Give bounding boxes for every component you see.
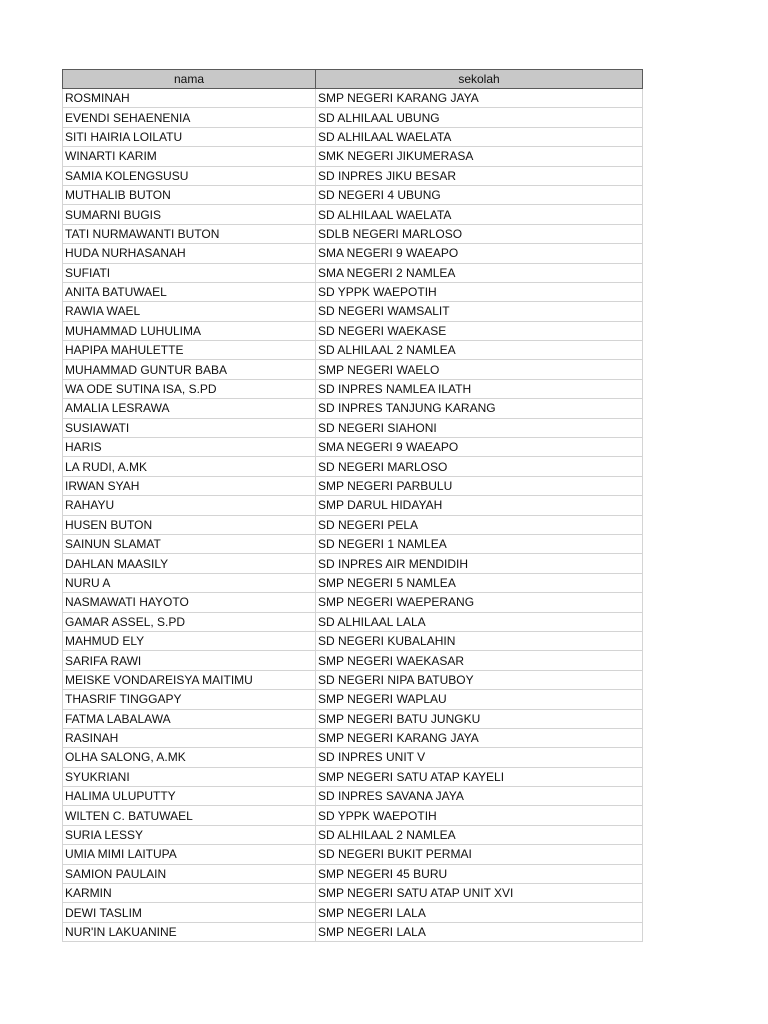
cell-nama: HAPIPA MAHULETTE bbox=[63, 341, 316, 360]
table-row bbox=[63, 224, 643, 243]
cell-sekolah: SMP NEGERI LALA bbox=[316, 903, 643, 922]
cell-sekolah: SMA NEGERI 9 WAEAPO bbox=[316, 438, 643, 457]
table-row bbox=[63, 438, 643, 457]
table-row bbox=[63, 515, 643, 534]
cell-nama: EVENDI SEHAENENIA bbox=[63, 108, 316, 127]
table-row bbox=[63, 341, 643, 360]
cell-sekolah: SD ALHILAAL WAELATA bbox=[316, 205, 643, 224]
cell-sekolah: SD ALHILAAL WAELATA bbox=[316, 127, 643, 146]
table-row bbox=[63, 282, 643, 301]
cell-sekolah: SMP NEGERI PARBULU bbox=[316, 476, 643, 495]
table-row bbox=[63, 709, 643, 728]
cell-sekolah: SMP NEGERI WAEKASAR bbox=[316, 651, 643, 670]
table-row bbox=[63, 748, 643, 767]
table-row bbox=[63, 399, 643, 418]
cell-sekolah: SMP DARUL HIDAYAH bbox=[316, 496, 643, 515]
table-row bbox=[63, 418, 643, 437]
table-row bbox=[63, 728, 643, 747]
cell-sekolah: SDLB NEGERI MARLOSO bbox=[316, 224, 643, 243]
cell-nama: TATI NURMAWANTI BUTON bbox=[63, 224, 316, 243]
table-row bbox=[63, 360, 643, 379]
cell-sekolah: SD NEGERI KUBALAHIN bbox=[316, 631, 643, 650]
cell-sekolah: SD NEGERI WAEKASE bbox=[316, 321, 643, 340]
cell-nama: THASRIF TINGGAPY bbox=[63, 690, 316, 709]
table-row bbox=[63, 108, 643, 127]
table-row bbox=[63, 670, 643, 689]
cell-sekolah: SMA NEGERI 9 WAEAPO bbox=[316, 244, 643, 263]
cell-sekolah: SD NEGERI NIPA BATUBOY bbox=[316, 670, 643, 689]
cell-sekolah: SMP NEGERI SATU ATAP UNIT XVI bbox=[316, 884, 643, 903]
cell-nama: MEISKE VONDAREISYA MAITIMU bbox=[63, 670, 316, 689]
cell-nama: SAMION PAULAIN bbox=[63, 864, 316, 883]
cell-sekolah: SD NEGERI SIAHONI bbox=[316, 418, 643, 437]
table-row bbox=[63, 457, 643, 476]
cell-sekolah: SD NEGERI 1 NAMLEA bbox=[316, 534, 643, 553]
cell-nama: ANITA BATUWAEL bbox=[63, 282, 316, 301]
table-row bbox=[63, 321, 643, 340]
cell-nama: WINARTI KARIM bbox=[63, 147, 316, 166]
table-row bbox=[63, 379, 643, 398]
cell-nama: IRWAN SYAH bbox=[63, 476, 316, 495]
table-row bbox=[63, 573, 643, 592]
table-row bbox=[63, 89, 643, 108]
cell-nama: SAMIA KOLENGSUSU bbox=[63, 166, 316, 185]
cell-sekolah: SMP NEGERI KARANG JAYA bbox=[316, 89, 643, 108]
table-row bbox=[63, 903, 643, 922]
cell-nama: MUHAMMAD GUNTUR BABA bbox=[63, 360, 316, 379]
cell-sekolah: SMP NEGERI SATU ATAP KAYELI bbox=[316, 767, 643, 786]
cell-sekolah: SD YPPK WAEPOTIH bbox=[316, 806, 643, 825]
cell-sekolah: SMP NEGERI 5 NAMLEA bbox=[316, 573, 643, 592]
table-row bbox=[63, 593, 643, 612]
cell-nama: SARIFA RAWI bbox=[63, 651, 316, 670]
cell-nama: RAHAYU bbox=[63, 496, 316, 515]
cell-sekolah: SMP NEGERI 45 BURU bbox=[316, 864, 643, 883]
cell-sekolah: SD NEGERI MARLOSO bbox=[316, 457, 643, 476]
cell-nama: HUSEN BUTON bbox=[63, 515, 316, 534]
cell-sekolah: SD NEGERI 4 UBUNG bbox=[316, 185, 643, 204]
cell-nama: WILTEN C. BATUWAEL bbox=[63, 806, 316, 825]
cell-sekolah: SD INPRES TANJUNG KARANG bbox=[316, 399, 643, 418]
table-row bbox=[63, 787, 643, 806]
cell-sekolah: SD NEGERI PELA bbox=[316, 515, 643, 534]
cell-sekolah: SD ALHILAAL LALA bbox=[316, 612, 643, 631]
cell-sekolah: SD NEGERI BUKIT PERMAI bbox=[316, 845, 643, 864]
cell-nama: MUHAMMAD LUHULIMA bbox=[63, 321, 316, 340]
cell-nama: SURIA LESSY bbox=[63, 825, 316, 844]
cell-sekolah: SMP NEGERI WAEPERANG bbox=[316, 593, 643, 612]
cell-nama: NASMAWATI HAYOTO bbox=[63, 593, 316, 612]
cell-sekolah: SD INPRES UNIT V bbox=[316, 748, 643, 767]
cell-nama: MAHMUD ELY bbox=[63, 631, 316, 650]
table-row bbox=[63, 767, 643, 786]
table-row bbox=[63, 127, 643, 146]
cell-nama: MUTHALIB BUTON bbox=[63, 185, 316, 204]
table-row bbox=[63, 651, 643, 670]
cell-sekolah: SD INPRES JIKU BESAR bbox=[316, 166, 643, 185]
column-header-sekolah: sekolah bbox=[316, 70, 643, 89]
table-row bbox=[63, 612, 643, 631]
cell-sekolah: SMA NEGERI 2 NAMLEA bbox=[316, 263, 643, 282]
cell-sekolah: SMP NEGERI WAELO bbox=[316, 360, 643, 379]
table-row bbox=[63, 263, 643, 282]
data-table bbox=[62, 69, 643, 942]
table-row bbox=[63, 845, 643, 864]
cell-nama: UMIA MIMI LAITUPA bbox=[63, 845, 316, 864]
cell-nama: SAINUN SLAMAT bbox=[63, 534, 316, 553]
cell-sekolah: SMP NEGERI WAPLAU bbox=[316, 690, 643, 709]
cell-nama: SUMARNI BUGIS bbox=[63, 205, 316, 224]
table-row bbox=[63, 496, 643, 515]
table-row bbox=[63, 825, 643, 844]
cell-nama: LA RUDI, A.MK bbox=[63, 457, 316, 476]
cell-sekolah: SD ALHILAAL UBUNG bbox=[316, 108, 643, 127]
cell-nama: WA ODE SUTINA ISA, S.PD bbox=[63, 379, 316, 398]
table-row bbox=[63, 205, 643, 224]
cell-sekolah: SMP NEGERI LALA bbox=[316, 922, 643, 941]
cell-nama: HARIS bbox=[63, 438, 316, 457]
cell-nama: ROSMINAH bbox=[63, 89, 316, 108]
table-row bbox=[63, 476, 643, 495]
cell-nama: RASINAH bbox=[63, 728, 316, 747]
table-row bbox=[63, 631, 643, 650]
table-row bbox=[63, 554, 643, 573]
cell-nama: NUR'IN LAKUANINE bbox=[63, 922, 316, 941]
cell-nama: SUSIAWATI bbox=[63, 418, 316, 437]
cell-nama: HUDA NURHASANAH bbox=[63, 244, 316, 263]
column-header-nama: nama bbox=[63, 70, 316, 89]
cell-sekolah: SD ALHILAAL 2 NAMLEA bbox=[316, 341, 643, 360]
header-row bbox=[63, 70, 643, 89]
cell-sekolah: SMP NEGERI BATU JUNGKU bbox=[316, 709, 643, 728]
cell-nama: OLHA SALONG, A.MK bbox=[63, 748, 316, 767]
table-row bbox=[63, 166, 643, 185]
cell-sekolah: SMP NEGERI KARANG JAYA bbox=[316, 728, 643, 747]
cell-sekolah: SD INPRES AIR MENDIDIH bbox=[316, 554, 643, 573]
cell-nama: NURU A bbox=[63, 573, 316, 592]
table-row bbox=[63, 806, 643, 825]
cell-sekolah: SD INPRES SAVANA JAYA bbox=[316, 787, 643, 806]
table-row bbox=[63, 690, 643, 709]
cell-sekolah: SMK NEGERI JIKUMERASA bbox=[316, 147, 643, 166]
table-row bbox=[63, 302, 643, 321]
table-row bbox=[63, 244, 643, 263]
cell-nama: KARMIN bbox=[63, 884, 316, 903]
cell-sekolah: SD YPPK WAEPOTIH bbox=[316, 282, 643, 301]
table-row bbox=[63, 147, 643, 166]
table-row bbox=[63, 185, 643, 204]
cell-nama: RAWIA WAEL bbox=[63, 302, 316, 321]
cell-nama: AMALIA LESRAWA bbox=[63, 399, 316, 418]
table-row bbox=[63, 864, 643, 883]
cell-nama: DEWI TASLIM bbox=[63, 903, 316, 922]
cell-nama: HALIMA ULUPUTTY bbox=[63, 787, 316, 806]
cell-nama: SITI HAIRIA LOILATU bbox=[63, 127, 316, 146]
cell-nama: FATMA LABALAWA bbox=[63, 709, 316, 728]
cell-sekolah: SD ALHILAAL 2 NAMLEA bbox=[316, 825, 643, 844]
cell-sekolah: SD NEGERI WAMSALIT bbox=[316, 302, 643, 321]
cell-sekolah: SD INPRES NAMLEA ILATH bbox=[316, 379, 643, 398]
table-row bbox=[63, 884, 643, 903]
table-row bbox=[63, 922, 643, 941]
cell-nama: GAMAR ASSEL, S.PD bbox=[63, 612, 316, 631]
cell-nama: SUFIATI bbox=[63, 263, 316, 282]
table-row bbox=[63, 534, 643, 553]
cell-nama: DAHLAN MAASILY bbox=[63, 554, 316, 573]
cell-nama: SYUKRIANI bbox=[63, 767, 316, 786]
table-body bbox=[63, 89, 643, 942]
